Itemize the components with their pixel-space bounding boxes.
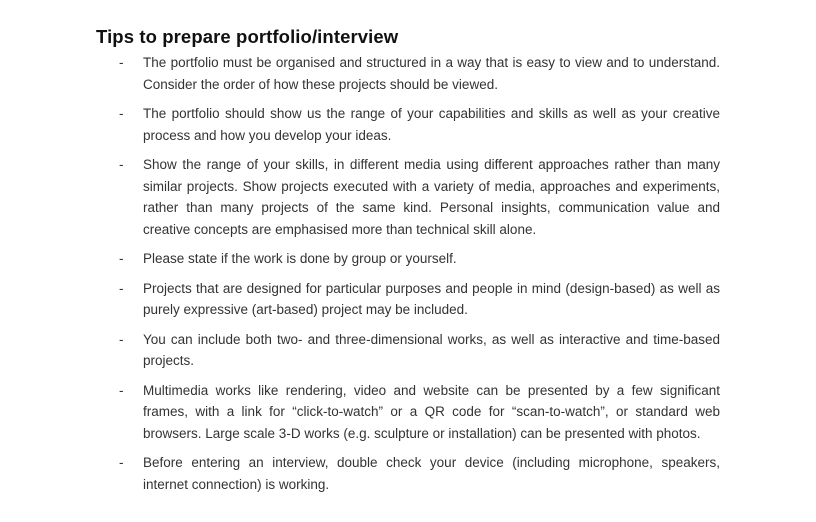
tip-text: Multimedia works like rendering, video and website can be presented by a few significant frames, with a link for “click-to-watch” or a QR code for “scan-to-watch”, or standard web browsers. Large scale 3-D works (e.g. sculpture or installation) can be presented with photos. [143,382,720,441]
bullet-dash: - [119,157,124,172]
tip-item [0,278,816,321]
tip-item [0,103,816,146]
bullet-dash: - [119,251,124,266]
tip-item [0,380,816,445]
tip-text: Please state if the work is done by group or yourself. [143,251,457,266]
tip-item [0,452,816,495]
bullet-dash: - [119,280,124,296]
section-heading: Tips to prepare portfolio/interview [96,26,399,47]
bullet-dash: - [119,455,124,470]
tip-text: Before entering an interview, double check your device (including microphone, speakers, internet connection) is working. [143,455,720,492]
tip-text: The portfolio must be organised and structured in a way that is easy to view and to understand. Consider the order of how these projects should be viewed. [143,55,720,92]
tip-item [0,248,816,270]
bullet-dash: - [119,55,124,70]
bullet-dash: - [119,331,124,347]
tips-list [0,52,816,503]
bullet-dash: - [119,106,124,121]
tip-item [0,52,816,95]
tip-text: Projects that are designed for particular purposes and people in mind (design-based) as well as purely expressive (art-based) project may be included. [143,280,720,317]
tip-text: You can include both two- and three-dimensional works, as well as interactive and time-based projects. [143,331,720,368]
tip-item [0,329,816,372]
tip-item [0,154,816,240]
tip-text: Show the range of your skills, in different media using different approaches rather than many similar projects. Show projects executed with a variety of media, approaches and experiments, rather than many projects of the same kind. Personal insights, communication value and creative concepts are emphasised more than technical skill alone. [143,157,720,237]
tip-text: The portfolio should show us the range of your capabilities and skills as well as your creative process and how you develop your ideas. [143,106,720,143]
bullet-dash: - [119,382,124,398]
